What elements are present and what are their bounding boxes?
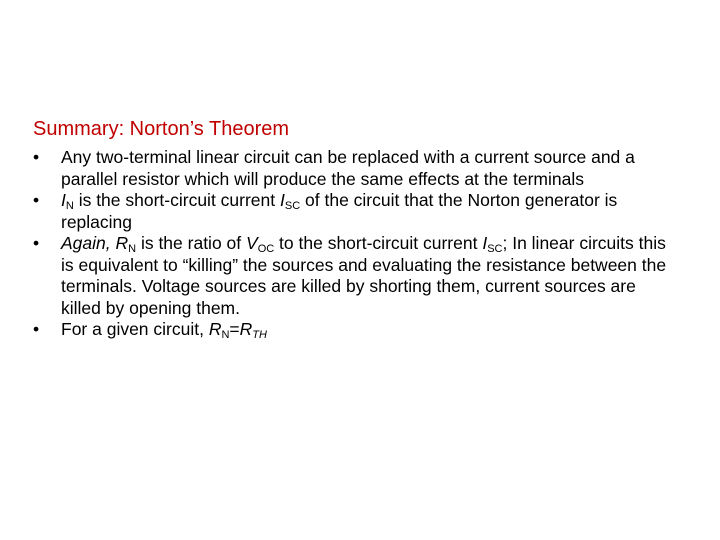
slide-title: Summary: Norton’s Theorem [33, 118, 290, 140]
again-r: Again, R [61, 233, 129, 253]
subscript-oc: OC [257, 243, 275, 255]
symbol-v-oc: V [246, 233, 258, 253]
bullet-4-text-1: For a given circuit, [61, 319, 209, 339]
symbol-i-sc: I [482, 233, 488, 253]
bullet-marker: • [33, 190, 40, 210]
symbol-r-th: R [239, 319, 253, 339]
symbol-i-n: I [61, 190, 66, 210]
equals-sign: = [229, 319, 240, 339]
subscript-th: TH [252, 329, 267, 341]
bullet-3-text-2: to the short-circuit current [274, 233, 483, 253]
bullet-item-3 [33, 233, 673, 319]
bullet-item-2 [33, 190, 673, 233]
bullet-marker: • [33, 233, 40, 253]
bullet-1-text: Any two-terminal linear circuit can be replaced with a current source and a parallel resistor which will produce the same effects at the terminals [61, 147, 635, 189]
bullet-item-4 [33, 319, 673, 341]
bullet-3-text-3: ; In linear circuits this is equivalent to “killing” the sources and evaluating the resistance between the terminals. Voltage sources are killed by shorting them, current sources are killed by opening them. [61, 233, 667, 318]
symbol-i-sc: I [280, 190, 285, 210]
symbol-r-n: R [208, 319, 222, 339]
bullet-2-text-1: is the short-circuit current [73, 190, 280, 210]
subscript-sc: SC [284, 200, 301, 212]
bullet-marker: • [33, 319, 40, 339]
bullet-3-text-1: is the ratio of [136, 233, 246, 253]
subscript-n: N [221, 329, 230, 341]
bullet-item-1 [33, 147, 673, 190]
bullet-marker: • [33, 147, 40, 167]
subscript-n: N [65, 200, 74, 212]
subscript-n: N [128, 243, 137, 255]
bullet-list [33, 147, 673, 341]
bullet-2-text-2: of the circuit that the Norton generator is replacing [61, 190, 618, 232]
subscript-sc: SC [487, 243, 503, 255]
